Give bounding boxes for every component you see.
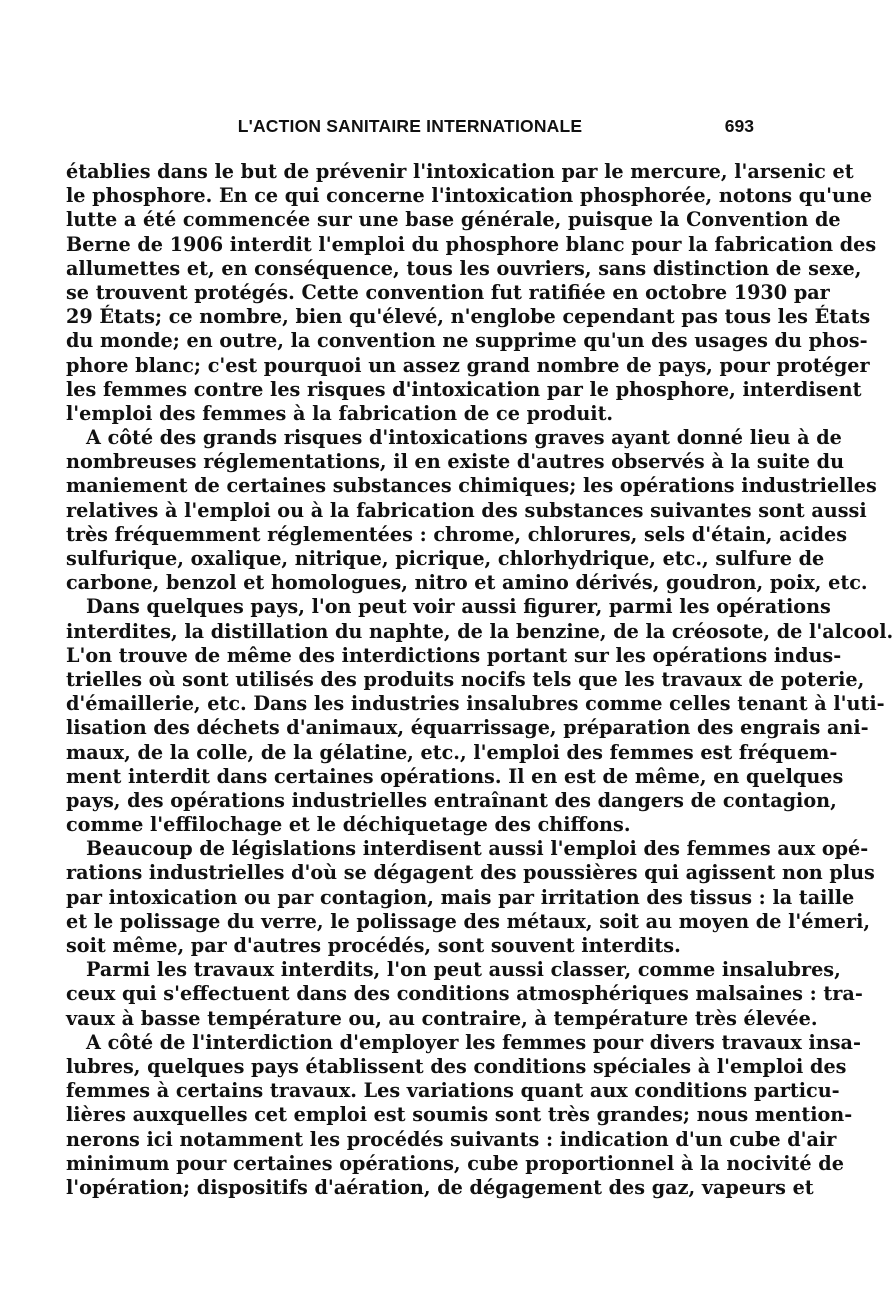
text-line: nombreuses réglementations, il en existe d'autres observés à la suite du [66,450,845,474]
running-title: L'ACTION SANITAIRE INTERNATIONALE [237,116,583,136]
text-line: interdites, la distillation du naphte, de la benzine, de la créosote, de l'alcool. [66,619,893,643]
text-line: très fréquemment réglementées : chrome, chlorures, sels d'étain, acides [66,522,848,546]
text-line: lutte a été commencée sur une base générale, puisque la Convention de [66,208,841,232]
text-line: vaux à basse température ou, au contraire, à température très élevée. [66,1006,818,1030]
text-line: les femmes contre les risques d'intoxication par le phosphore, interdisent [66,377,862,401]
text-line: soit même, par d'autres procédés, sont souvent interdits. [66,934,681,957]
text-line: nerons ici notamment les procédés suivants : indication d'un cube d'air [66,1127,837,1151]
text-line: d'émaillerie, etc. Dans les industries insalubres comme celles tenant à l'uti- [66,692,885,716]
text-line: par intoxication ou par contagion, mais par irritation des tissus : la taille [66,885,855,909]
text-line: établies dans le but de prévenir l'intoxication par le mercure, l'arsenic et [66,160,854,183]
text-line: rations industrielles d'où se dégagent des poussières qui agissent non plus [66,861,875,885]
text-line: phore blanc; c'est pourquoi un assez grand nombre de pays, pour protéger [66,353,870,377]
text-line: Dans quelques pays, l'on peut voir aussi figurer, parmi les opérations [86,595,831,619]
running-header [66,116,754,142]
text-line: L'on trouve de même des interdictions portant sur les opérations indus- [66,643,842,667]
text-line: Beaucoup de législations interdisent aussi l'emploi des femmes aux opé- [86,837,869,861]
text-line: A côté des grands risques d'intoxications graves ayant donné lieu à de [86,426,842,450]
text-line: trielles où sont utilisés des produits nocifs tels que les travaux de poterie, [66,667,865,691]
text-line: l'emploi des femmes à la fabrication de ce produit. [66,401,614,425]
text-line: lubres, quelques pays établissent des conditions spéciales à l'emploi des [66,1054,847,1078]
text-line: ment interdit dans certaines opérations. Il en est de même, en quelques [66,764,844,788]
text-line: lisation des déchets d'animaux, équarrissage, préparation des engrais ani- [66,716,869,740]
text-line: relatives à l'emploi ou à la fabrication des substances suivantes sont aussi [66,498,867,522]
text-line: et le polissage du verre, le polissage des métaux, soit au moyen de l'émeri, [66,909,871,933]
text-line: ceux qui s'effectuent dans des conditions atmosphériques malsaines : tra- [66,982,863,1006]
text-line: pays, des opérations industrielles entraînant des dangers de contagion, [66,788,837,812]
text-line: lières auxquelles cet emploi est soumis sont très grandes; nous mention- [66,1103,853,1127]
text-line: Parmi les travaux interdits, l'on peut aussi classer, comme insalubres, [86,958,841,982]
page-number: 693 [724,116,754,136]
text-line: sulfurique, oxalique, nitrique, picrique, chlorhydrique, etc., sulfure de [66,547,825,570]
text-line: l'opération; dispositifs d'aération, de dégagement des gaz, vapeurs et [66,1175,814,1199]
text-line: Berne de 1906 interdit l'emploi du phosphore blanc pour la fabrication des [66,232,877,256]
text-line: minimum pour certaines opérations, cube proportionnel à la nocivité de [66,1151,844,1175]
body-text [66,160,893,1200]
text-line: A côté de l'interdiction d'employer les femmes pour divers travaux insa- [86,1030,861,1054]
text-line: 29 États; ce nombre, bien qu'élevé, n'englobe cependant pas tous les États [66,305,871,329]
text-line: maniement de certaines substances chimiques; les opérations industrielles [66,474,877,498]
text-line: comme l'effilochage et le déchiquetage des chiffons. [66,813,631,837]
text-line: allumettes et, en conséquence, tous les ouvriers, sans distinction de sexe, [66,256,862,280]
text-line: se trouvent protégés. Cette convention fut ratifiée en octobre 1930 par [66,280,830,304]
text-line: le phosphore. En ce qui concerne l'intoxication phosphorée, notons qu'une [66,184,873,208]
text-line: femmes à certains travaux. Les variations quant aux conditions particu- [66,1079,840,1103]
text-line: du monde; en outre, la convention ne supprime qu'un des usages du phos- [66,329,868,353]
text-line: maux, de la colle, de la gélatine, etc., l'emploi des femmes est fréquem- [66,740,838,764]
text-line: carbone, benzol et homologues, nitro et amino dérivés, goudron, poix, etc. [66,571,868,595]
